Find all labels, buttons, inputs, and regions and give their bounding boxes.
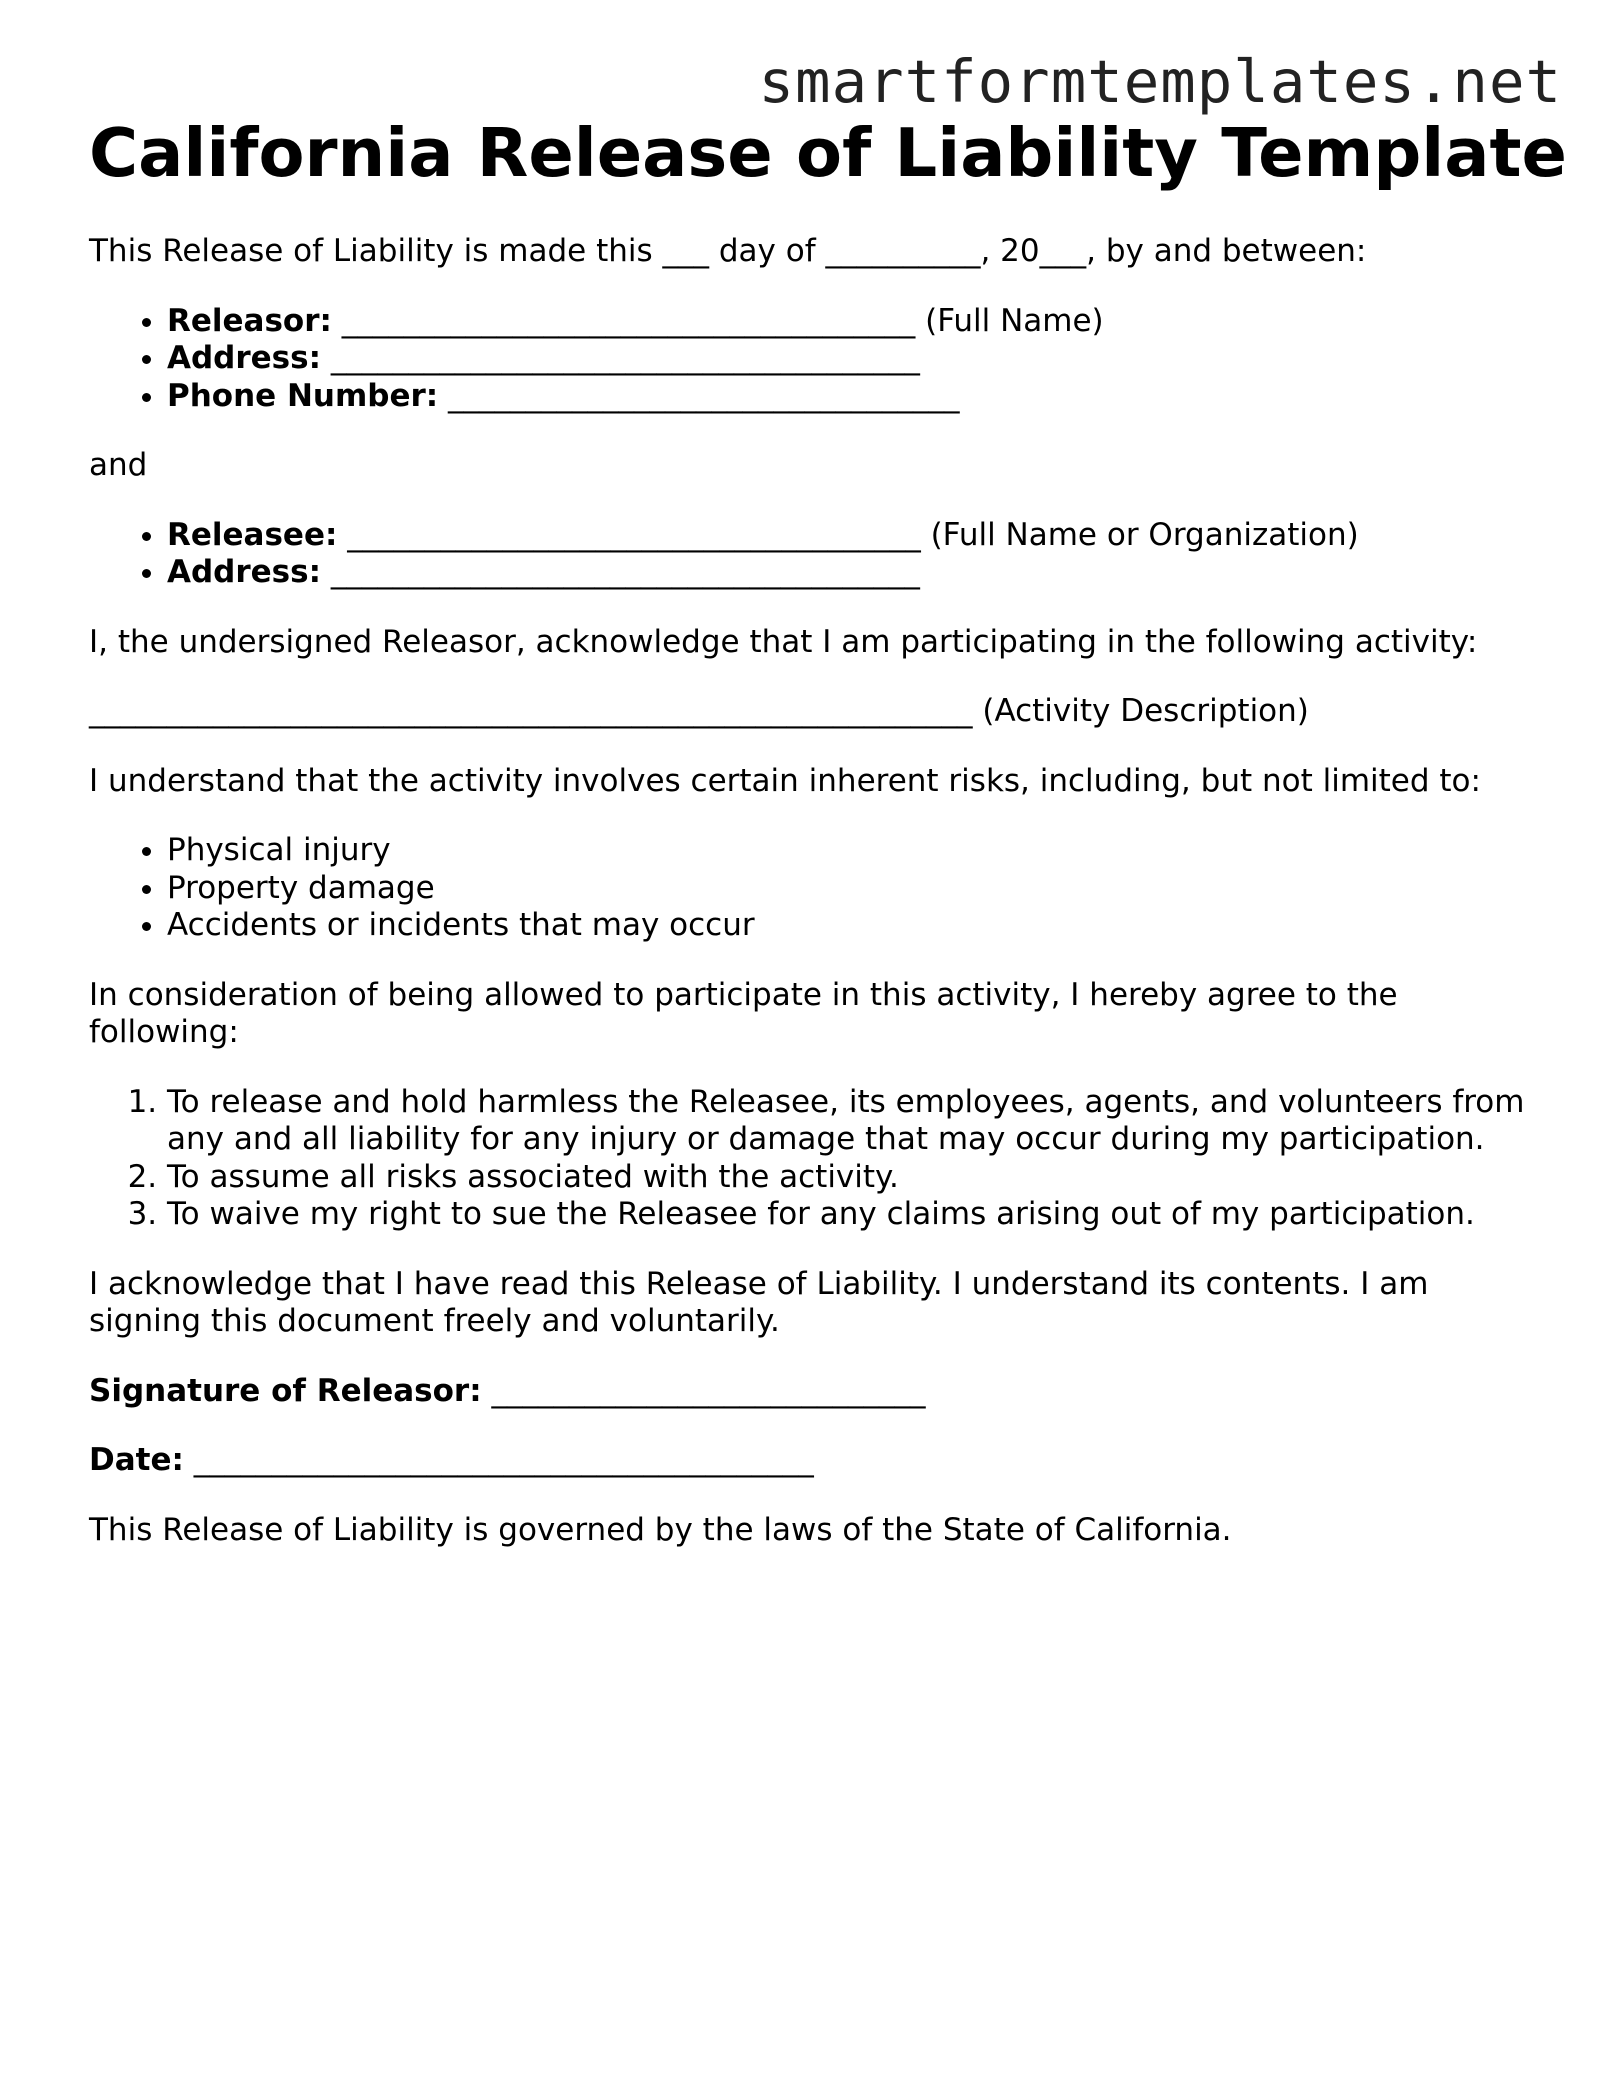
list-item: 3. To waive my right to sue the Releasee for any claims arising out of my participation.	[167, 1196, 1529, 1234]
field-label: Releasor:	[167, 302, 332, 339]
list-item: • Property damage	[167, 870, 1529, 908]
watermark-text: smartformtemplates.net	[758, 47, 1562, 116]
field-blank: _____________________________________ (Full Name or Organization)	[337, 516, 1359, 553]
and-text: and	[89, 447, 148, 483]
governing-law-paragraph: This Release of Liability is governed by the laws of the State of California.	[89, 1511, 1232, 1548]
signature-label: Signature of Releasor:	[89, 1372, 482, 1409]
signature-line	[89, 1373, 1529, 1411]
date-line	[89, 1442, 1529, 1480]
risks-list	[89, 832, 1529, 945]
consideration-paragraph: In consideration of being allowed to participate in this activity, I hereby agree to the following:	[89, 976, 1398, 1050]
releasee-address-field	[167, 554, 1529, 592]
acknowledgment-paragraph: I acknowledge that I have read this Release of Liability. I understand its contents. I am signing this document freely and voluntarily.	[89, 1265, 1429, 1339]
field-blank: ______________________________________	[321, 554, 920, 590]
releasee-name-field	[167, 517, 1529, 555]
field-label: Address:	[167, 554, 321, 590]
document-body	[89, 114, 1567, 1581]
list-item: 1. To release and hold harmless the Releasee, its employees, agents, and volunteers from any and all liability for any injury or damage that may occur during my participation.	[167, 1084, 1529, 1159]
releasor-details-list	[89, 303, 1529, 416]
field-blank: ______________________________________	[321, 340, 920, 376]
risks-intro-paragraph: I understand that the activity involves certain inherent risks, including, but not limited to:	[89, 762, 1481, 799]
activity-description-line: _________________________________________________________ (Activity Description)	[89, 693, 1309, 729]
field-label: Releasee:	[167, 516, 338, 553]
field-blank: _____________________________________ (Full Name)	[331, 302, 1104, 339]
releasor-name-field	[167, 303, 1529, 341]
document-title: California Release of Liability Template	[89, 114, 1567, 192]
releasor-address-field	[167, 340, 1529, 378]
intro-paragraph: This Release of Liability is made this ___ day of __________, 20___, by and between:	[89, 233, 1367, 269]
date-blank: ________________________________________	[183, 1442, 814, 1478]
field-label: Address:	[167, 340, 321, 376]
agreements-list	[89, 1084, 1529, 1234]
list-item: • Physical injury	[167, 832, 1529, 870]
field-label: Phone Number:	[167, 377, 439, 414]
signature-blank: ____________________________	[481, 1372, 926, 1409]
releasor-phone-field	[167, 378, 1529, 416]
date-label: Date:	[89, 1442, 184, 1478]
field-blank: _________________________________	[438, 377, 960, 414]
activity-intro-paragraph: I, the undersigned Releasor, acknowledge that I am participating in the following activity:	[89, 623, 1478, 660]
list-item: • Accidents or incidents that may occur	[167, 907, 1529, 945]
releasee-details-list	[89, 517, 1529, 592]
list-item: 2. To assume all risks associated with the activity.	[167, 1159, 1529, 1197]
